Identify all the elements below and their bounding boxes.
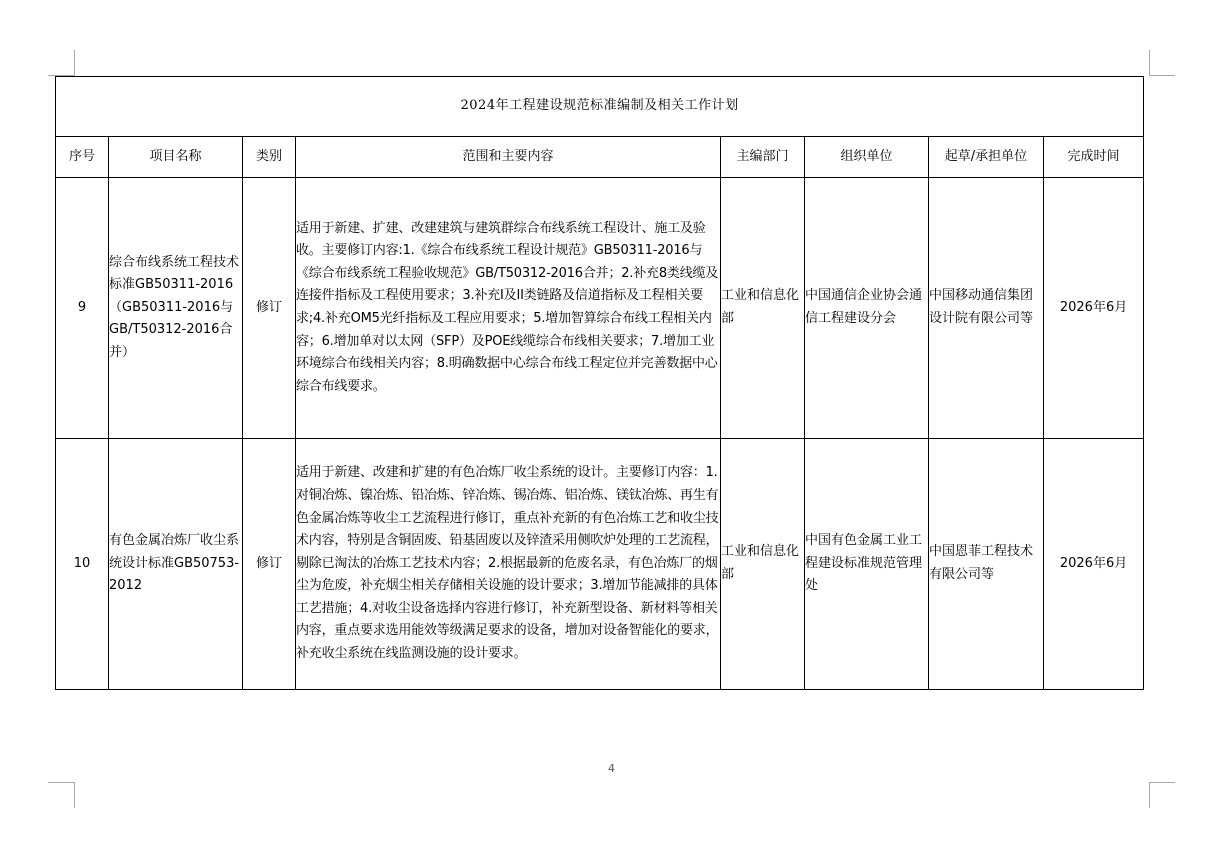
deadline: 2026年6月 (1044, 439, 1144, 690)
crop-mark (1149, 782, 1175, 783)
column-header-department: 主编部门 (721, 137, 805, 178)
crop-mark (74, 782, 75, 808)
scope-content: 适用于新建、改建和扩建的有色冶炼厂收尘系统的设计。主要修订内容：1.对铜冶炼、镍冶炼、铅冶炼、锌冶炼、锡冶炼、铝冶炼、镁钛冶炼、再生有色金属冶炼等收尘工艺流程进行修订，重点补充新的有色冶炼工艺和收尘技术内容，特别是含铜固废、铅基固废以及锌渣采用侧吹炉处理的工艺流程，剔除已淘汰的冶炼工艺技术内容；2.根据最新的危废名录，有色冶炼厂的烟尘为危废，补充烟尘相关存储相关设施的设计要求；3.增加节能减排的具体工艺措施；4.对收尘设备选择内容进行修订，补充新型设备、新材料等相关内容，重点要求选用能效等级满足要求的设备，增加对设备智能化的要求，补充收尘系统在线监测设施的设计要求。 (296, 439, 721, 690)
column-header-deadline: 完成时间 (1044, 137, 1144, 178)
drafter: 中国恩菲工程技术有限公司等 (929, 439, 1044, 690)
column-header-content: 范围和主要内容 (296, 137, 721, 178)
crop-mark (1149, 75, 1175, 76)
column-header-organizer: 组织单位 (805, 137, 929, 178)
organizer: 中国有色金属工业工程建设标准规范管理处 (805, 439, 929, 690)
title-row (56, 77, 1144, 137)
category: 修订 (243, 178, 296, 439)
organizer: 中国通信企业协会通信工程建设分会 (805, 178, 929, 439)
table-row (56, 439, 1144, 690)
column-header-drafter: 起草/承担单位 (929, 137, 1044, 178)
column-header-name: 项目名称 (109, 137, 243, 178)
category: 修订 (243, 439, 296, 690)
scope-content: 适用于新建、扩建、改建建筑与建筑群综合布线系统工程设计、施工及验收。主要修订内容:1.《综合布线系统工程设计规范》GB50311-2016与《综合布线系统工程验收规范》GB/T50312-2016合并；2.补充8类线缆及连接件指标及工程使用要求；3.补充I及II类链路及信道指标及工程相关要求;4.补充OM5光纤指标及工程应用要求；5.增加智算综合布线工程相关内容；6.增加单对以太网（SFP）及POE线缆综合布线相关要求；7.增加工业环境综合布线相关内容；8.明确数据中心综合布线工程定位并完善数据中心综合布线要求。 (296, 178, 721, 439)
page-title: 2024年工程建设规范标准编制及相关工作计划 (56, 77, 1144, 137)
project-name: 综合布线系统工程技术标准GB50311-2016（GB50311-2016与GB/T50312-2016合并） (109, 178, 243, 439)
deadline: 2026年6月 (1044, 178, 1144, 439)
crop-mark (1149, 782, 1150, 808)
page-number: 4 (608, 762, 615, 775)
row-number: 9 (56, 178, 109, 439)
department: 工业和信息化部 (721, 439, 805, 690)
drafter: 中国移动通信集团设计院有限公司等 (929, 178, 1044, 439)
crop-mark (1149, 50, 1150, 76)
table-row (56, 178, 1144, 439)
header-row (56, 137, 1144, 178)
crop-mark (74, 50, 75, 76)
crop-mark (48, 782, 74, 783)
column-header-no: 序号 (56, 137, 109, 178)
department: 工业和信息化部 (721, 178, 805, 439)
project-name: 有色金属冶炼厂收尘系统设计标准GB50753-2012 (109, 439, 243, 690)
plan-table (55, 76, 1144, 690)
row-number: 10 (56, 439, 109, 690)
column-header-category: 类别 (243, 137, 296, 178)
